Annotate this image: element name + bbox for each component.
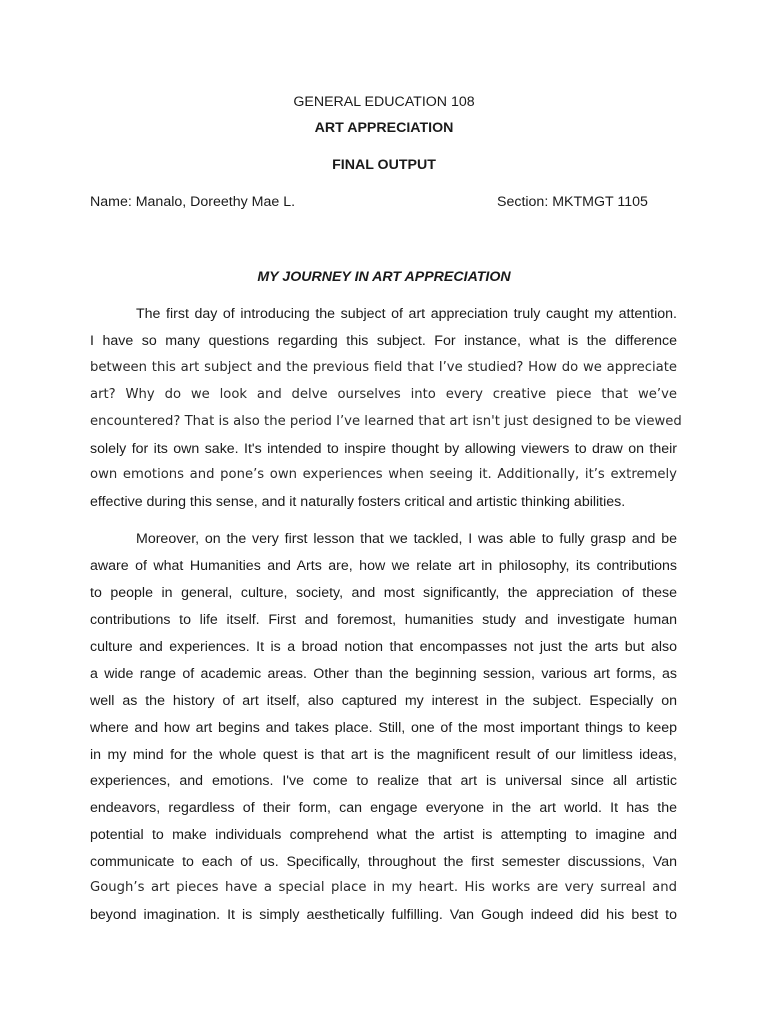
paragraph-2-line: in my mind for the whole quest is that art is the magnificent result of our limitless ideas,: [90, 747, 677, 763]
paragraph-1-line: I have so many questions regarding this subject. For instance, what is the difference: [90, 333, 677, 349]
paragraph-2-line: contributions to life itself. First and foremost, humanities study and investigate human: [90, 612, 677, 628]
paragraph-1-line: own emotions and pone’s own experiences when seeing it. Additionally, it’s extremely: [90, 467, 677, 482]
paragraph-2-line: culture and experiences. It is a broad notion that encompasses not just the arts but also: [90, 639, 677, 655]
paragraph-2-line: Gough’s art pieces have a special place in my heart. His works are very surreal and: [90, 880, 677, 895]
student-section: Section: MKTMGT 1105: [497, 194, 648, 210]
paragraph-2-line: aware of what Humanities and Arts are, how we relate art in philosophy, its contributions: [90, 558, 677, 574]
paragraph-2-line: where and how art begins and takes place. Still, one of the most important things to keep: [90, 720, 677, 736]
paragraph-2-line: to people in general, culture, society, and most significantly, the appreciation of these: [90, 585, 677, 601]
paragraph-1-line: encountered? That is also the period I’ve learned that art isn't just designed to be viewed: [90, 414, 682, 429]
paragraph-1-line: effective during this sense, and it naturally fosters critical and artistic thinking abilities.: [90, 494, 626, 510]
paragraph-2-line: communicate to each of us. Specifically, throughout the first semester discussions, Van: [90, 854, 677, 870]
essay-title: MY JOURNEY IN ART APPRECIATION: [257, 269, 511, 285]
output-title: FINAL OUTPUT: [332, 157, 436, 173]
student-name: Name: Manalo, Doreethy Mae L.: [90, 194, 296, 210]
subject-title: ART APPRECIATION: [314, 120, 454, 136]
paragraph-2-line: well as the history of art itself, also captured my interest in the subject. Especially on: [90, 693, 677, 709]
paragraph-1-line: solely for its own sake. It's intended to inspire thought by allowing viewers to draw on their: [90, 441, 677, 457]
paragraph-1-line: between this art subject and the previous field that I’ve studied? How do we appreciate: [90, 360, 677, 375]
paragraph-1-line: art? Why do we look and delve ourselves into every creative piece that we’ve: [90, 387, 677, 402]
course-title: GENERAL EDUCATION 108: [293, 94, 475, 110]
paragraph-2-line: a wide range of academic areas. Other than the beginning session, various art forms, as: [90, 666, 677, 682]
paragraph-2-line: experiences, and emotions. I've come to realize that art is universal since all artistic: [90, 773, 677, 789]
paragraph-1-line: The first day of introducing the subject of art appreciation truly caught my attention.: [136, 306, 677, 322]
paragraph-2-line: endeavors, regardless of their form, can engage everyone in the art world. It has the: [90, 800, 677, 816]
paragraph-2-line: Moreover, on the very first lesson that we tackled, I was able to fully grasp and be: [136, 531, 677, 547]
paragraph-2-line: beyond imagination. It is simply aesthetically fulfilling. Van Gough indeed did his best to: [90, 907, 677, 923]
paragraph-2-line: potential to make individuals comprehend what the artist is attempting to imagine and: [90, 827, 677, 843]
